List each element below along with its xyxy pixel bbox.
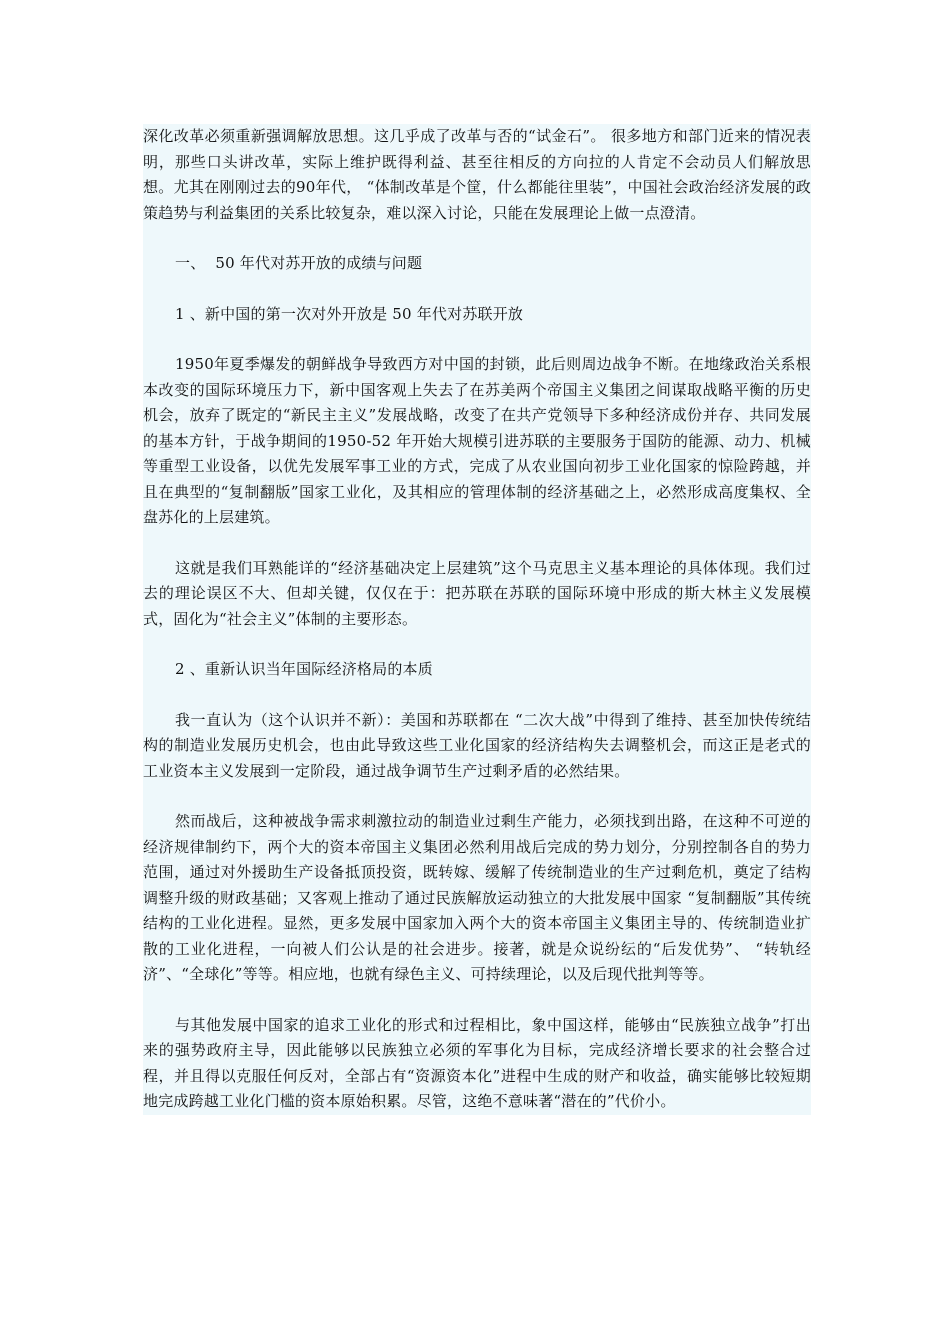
- spacer: [143, 683, 811, 708]
- paragraph-comparison: 与其他发展中国家的追求工业化的形式和过程相比，象中国这样，能够由“民族独立战争”打出来的强势政府主导，因此能够以民族独立必须的军事化为目标，完成经济增长要求的社会整合过程，并且得以克服任何反对，全部占有“资源资本化”进程中生成的财产和收益，确实能够比较短期地完成跨越工业化门槛的资本原始积累。尽管，这绝不意味著“潜在的”代价小。: [143, 1013, 811, 1115]
- spacer: [143, 531, 811, 556]
- paragraph-intro: 深化改革必须重新强调解放思想。这几乎成了改革与否的“试金石”。 很多地方和部门近来的情况表明，那些口头讲改革，实际上维护既得利益、甚至往相反的方向拉的人肯定不会动员人们解放思想。尤其在刚刚过去的90年代， “体制改革是个筐，什么都能往里装”，中国社会政治经济发展的政策趋势与利益集团的关系比较复杂，难以深入讨论，只能在发展理论上做一点澄清。: [143, 124, 811, 226]
- paragraph-postwar: 然而战后，这种被战争需求刺激拉动的制造业过剩生产能力，必须找到出路，在这种不可逆的经济规律制约下，两个大的资本帝国主义集团必然利用战后完成的势力划分，分别控制各自的势力范围，通过对外援助生产设备抵顶投资，既转嫁、缓解了传统制造业的生产过剩危机，奠定了结构调整升级的财政基础；又客观上推动了通过民族解放运动独立的大批发展中国家 “复制翻版”其传统结构的工业化进程。显然，更多发展中国家加入两个大的资本帝国主义集团主导的、传统制造业扩散的工业化进程，一向被人们公认是的社会进步。接著，就是众说纷纭的“后发优势”、 “转轨经济”、“全球化”等等。相应地，也就有绿色主义、可持续理论，以及后现代批判等等。: [143, 809, 811, 988]
- spacer: [143, 632, 811, 657]
- spacer: [143, 988, 811, 1013]
- spacer: [143, 784, 811, 809]
- subsection-heading-one: 1 、新中国的第一次对外开放是 50 年代对苏联开放: [143, 302, 811, 328]
- paragraph-world-war: 我一直认为（这个认识并不新）：美国和苏联都在 “二次大战”中得到了维持、甚至加快传统结构的制造业发展历史机会，也由此导致这些工业化国家的经济结构失去调整机会，而这正是老式的工业资本主义发展到一定阶段，通过战争调节生产过剩矛盾的必然结果。: [143, 708, 811, 785]
- paragraph-korean-war: 1950年夏季爆发的朝鲜战争导致西方对中国的封锁，此后则周边战争不断。在地缘政治关系根本改变的国际环境压力下，新中国客观上失去了在苏美两个帝国主义集团之间谋取战略平衡的历史机会，放弃了既定的“新民主主义”发展战略，改变了在共产党领导下多种经济成份并存、共同发展的基本方针，于战争期间的1950-52 年开始大规模引进苏联的主要服务于国防的能源、动力、机械等重型工业设备，以优先发展军事工业的方式，完成了从农业国向初步工业化国家的惊险跨越，并且在典型的“复制翻版”国家工业化，及其相应的管理体制的经济基础之上，必然形成高度集权、全盘苏化的上层建筑。: [143, 352, 811, 531]
- document-body: [143, 124, 811, 1115]
- spacer: [143, 277, 811, 302]
- spacer: [143, 226, 811, 251]
- section-heading-one: 一、 50 年代对苏开放的成绩与问题: [143, 251, 811, 277]
- subsection-heading-two: 2 、重新认识当年国际经济格局的本质: [143, 657, 811, 683]
- paragraph-economic-base: 这就是我们耳熟能详的“经济基础决定上层建筑”这个马克思主义基本理论的具体体现。我们过去的理论误区不大、但却关键，仅仅在于：把苏联在苏联的国际环境中形成的斯大林主义发展模式，固化为“社会主义”体制的主要形态。: [143, 556, 811, 633]
- spacer: [143, 327, 811, 352]
